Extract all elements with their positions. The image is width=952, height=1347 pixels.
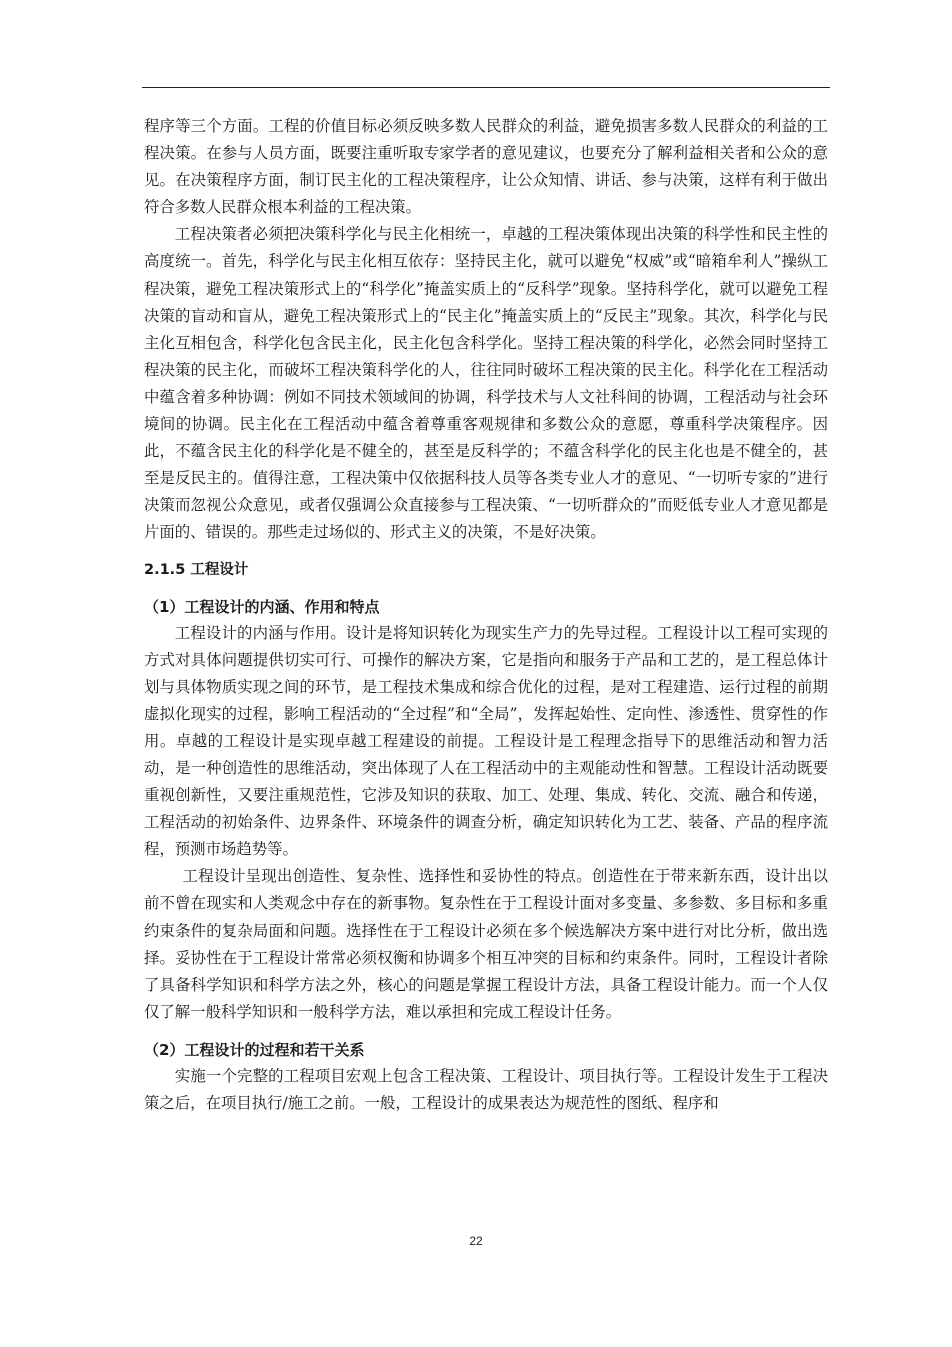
paragraph-design-characteristics: 工程设计呈现出创造性、复杂性、选择性和妥协性的特点。创造性在于带来新东西，设计出以前不曾在现实和人类观念中存在的新事物。复杂性在于工程设计面对多变量、多参数、多目标和多重约束条件的复杂局面和问题。选择性在于工程设计必须在多个候选解决方案中进行对比分析，做出选择。妥协性在于工程设计常常必须权衡和协调多个相互冲突的目标和约束条件。同时，工程设计者除了具备科学知识和科学方法之外，核心的问题是掌握工程设计方法，具备工程设计能力。而一个人仅仅了解一般科学知识和一般科学方法，难以承担和完成工程设计任务。: [144, 867, 828, 1021]
paragraph-design-process: 实施一个完整的工程项目宏观上包含工程决策、工程设计、项目执行等。工程设计发生于工程决策之后，在项目执行/施工之前。一般，工程设计的成果表达为规范性的图纸、程序和: [144, 1066, 828, 1112]
section-heading-engineering-design: 2.1.5 工程设计: [144, 561, 249, 578]
paragraph-decision-democracy-intro: 程序等三个方面。工程的价值目标必须反映多数人民群众的利益，避免损害多数人民群众的利益的工程决策。在参与人员方面，既要注重听取专家学者的意见建议，也要充分了解利益相关者和公众的意见。在决策程序方面，制订民主化的工程决策程序，让公众知情、讲话、参与决策，这样有利于做出符合多数人民群众根本利益的工程决策。: [144, 117, 828, 217]
document-body: [144, 113, 828, 1117]
subheading-design-process: （2）工程设计的过程和若干关系: [144, 1040, 365, 1059]
header-rule: [142, 87, 830, 88]
page-number: 22: [469, 1234, 483, 1248]
paragraph-design-connotation: 工程设计的内涵与作用。设计是将知识转化为现实生产力的先导过程。工程设计以工程可实现的方式对具体问题提供切实可行、可操作的解决方案，它是指向和服务于产品和工艺的，是工程总体计划与具体物质实现之间的环节，是工程技术集成和综合优化的过程，是对工程建造、运行过程的前期虚拟化现实的过程，影响工程活动的“全过程”和“全局”，发挥起始性、定向性、渗透性、贯穿性的作用。卓越的工程设计是实现卓越工程建设的前提。工程设计是工程理念指导下的思维活动和智力活动，是一种创造性的思维活动，突出体现了人在工程活动中的主观能动性和智慧。工程设计活动既要重视创新性，又要注重规范性，它涉及知识的获取、加工、处理、集成、转化、交流、融合和传递，工程活动的初始条件、边界条件、环境条件的调查分析，确定知识转化为工艺、装备、产品的程序流程，预测市场趋势等。: [144, 623, 828, 859]
paragraph-science-democracy-unity: 工程决策者必须把决策科学化与民主化相统一，卓越的工程决策体现出决策的科学性和民主性的高度统一。首先，科学化与民主化相互依存：坚持民主化，就可以避免“权威”或“暗箱牟利人”操纵工程决策，避免工程决策形式上的“科学化”掩盖实质上的“反科学”现象。坚持科学化，就可以避免工程决策的盲动和盲从，避免工程决策形式上的“民主化”掩盖实质上的“反民主”现象。其次，科学化与民主化互相包含，科学化包含民主化，民主化包含科学化。坚持工程决策的科学化，必然会同时坚持工程决策的民主化，而破坏工程决策科学化的人，往往同时破坏工程决策的民主化。科学化在工程活动中蕴含着多种协调：例如不同技术领域间的协调，科学技术与人文社科间的协调，工程活动与社会环境间的协调。民主化在工程活动中蕴含着尊重客观规律和多数公众的意愿，尊重科学决策程序。因此，不蕴含民主化的科学化是不健全的，甚至是反科学的；不蕴含科学化的民主化也是不健全的，甚至是反民主的。值得注意，工程决策中仅依据科技人员等各类专业人才的意见、“一切听专家的”进行决策而忽视公众意见，或者仅强调公众直接参与工程决策、“一切听群众的”而贬低专业人才意见都是片面的、错误的。那些走过场似的、形式主义的决策，不是好决策。: [144, 225, 828, 542]
subheading-design-connotation: （1）工程设计的内涵、作用和特点: [144, 597, 380, 616]
